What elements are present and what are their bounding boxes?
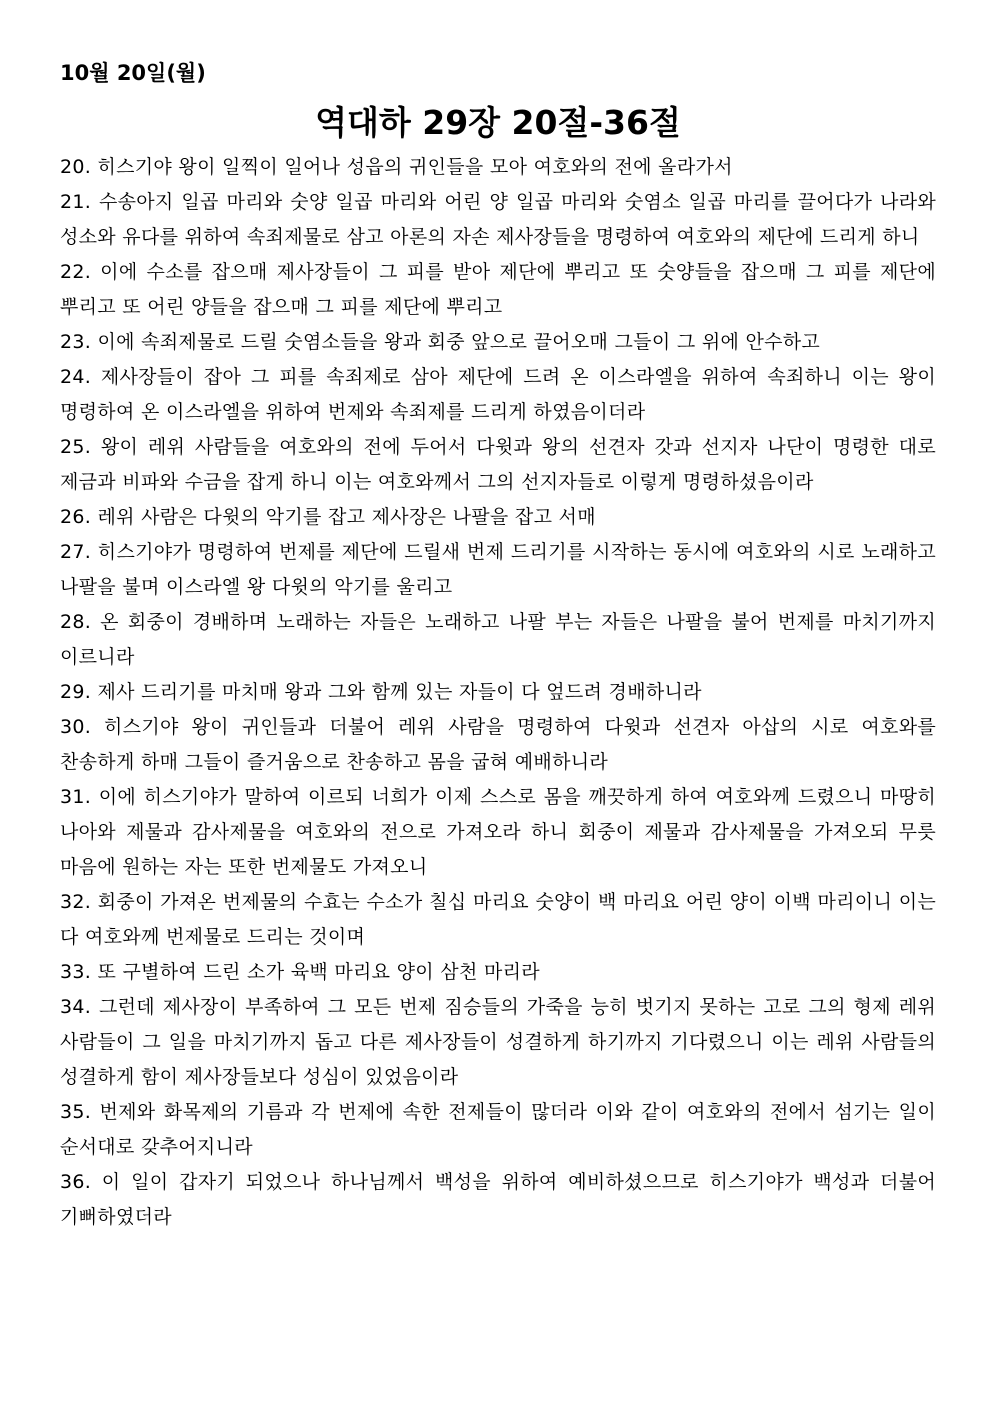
verse-33: 33. 또 구별하여 드린 소가 육백 마리요 양이 삼천 마리라 [60,961,540,983]
verse-list [60,150,936,1235]
verse-27: 27. 히스기야가 명령하여 번제를 제단에 드릴새 번제 드리기를 시작하는 동시에 여호와의 시로 노래하고 나팔을 불며 이스라엘 왕 다윗의 악기를 울리고 [60,541,936,598]
verse-36: 36. 이 일이 갑자기 되었으나 하나님께서 백성을 위하여 예비하셨으므로 히스기야가 백성과 더불어 기뻐하였더라 [60,1171,936,1228]
page-title: 역대하 29장 20절-36절 [315,103,681,142]
document-page [60,58,936,1235]
verse-24: 24. 제사장들이 잡아 그 피를 속죄제로 삼아 제단에 드려 온 이스라엘을 위하여 속죄하니 이는 왕이 명령하여 온 이스라엘을 위하여 번제와 속죄제를 드리게 하였음이더라 [60,366,936,423]
verse-30: 30. 히스기야 왕이 귀인들과 더불어 레위 사람을 명령하여 다윗과 선견자 아삽의 시로 여호와를 찬송하게 하매 그들이 즐거움으로 찬송하고 몸을 굽혀 예배하니라 [60,716,936,773]
verse-34: 34. 그런데 제사장이 부족하여 그 모든 번제 짐승들의 가죽을 능히 벗기지 못하는 고로 그의 형제 레위 사람들이 그 일을 마치기까지 돕고 다른 제사장들이 성결하게 하기까지 기다렸으니 이는 레위 사람들의 성결하게 함이 제사장들보다 성심이 있었음이라 [60,996,936,1088]
verse-29: 29. 제사 드리기를 마치매 왕과 그와 함께 있는 자들이 다 엎드려 경배하니라 [60,681,702,703]
verse-20: 20. 히스기야 왕이 일찍이 일어나 성읍의 귀인들을 모아 여호와의 전에 올라가서 [60,156,733,178]
verse-26: 26. 레위 사람은 다윗의 악기를 잡고 제사장은 나팔을 잡고 서매 [60,506,596,528]
date-heading: 10월 20일(월) [60,61,206,85]
verse-28: 28. 온 회중이 경배하며 노래하는 자들은 노래하고 나팔 부는 자들은 나팔을 불어 번제를 마치기까지 이르니라 [60,611,936,668]
verse-23: 23. 이에 속죄제물로 드릴 숫염소들을 왕과 회중 앞으로 끌어오매 그들이 그 위에 안수하고 [60,331,821,353]
verse-35: 35. 번제와 화목제의 기름과 각 번제에 속한 전제들이 많더라 이와 같이 여호와의 전에서 섬기는 일이 순서대로 갖추어지니라 [60,1101,936,1158]
verse-31: 31. 이에 히스기야가 말하여 이르되 너희가 이제 스스로 몸을 깨끗하게 하여 여호와께 드렸으니 마땅히 나아와 제물과 감사제물을 여호와의 전으로 가져오라 하니 회중이 제물과 감사제물을 가져오되 무릇 마음에 원하는 자는 또한 번제물도 가져오니 [60,786,936,878]
verse-21: 21. 수송아지 일곱 마리와 숫양 일곱 마리와 어린 양 일곱 마리와 숫염소 일곱 마리를 끌어다가 나라와 성소와 유다를 위하여 속죄제물로 삼고 아론의 자손 제사장들을 명령하여 여호와의 제단에 드리게 하니 [60,191,936,248]
verse-22: 22. 이에 수소를 잡으매 제사장들이 그 피를 받아 제단에 뿌리고 또 숫양들을 잡으매 그 피를 제단에 뿌리고 또 어린 양들을 잡으매 그 피를 제단에 뿌리고 [60,261,936,318]
verse-32: 32. 회중이 가져온 번제물의 수효는 수소가 칠십 마리요 숫양이 백 마리요 어린 양이 이백 마리이니 이는 다 여호와께 번제물로 드리는 것이며 [60,891,936,948]
verse-25: 25. 왕이 레위 사람들을 여호와의 전에 두어서 다윗과 왕의 선견자 갓과 선지자 나단이 명령한 대로 제금과 비파와 수금을 잡게 하니 이는 여호와께서 그의 선지자들로 이렇게 명령하셨음이라 [60,436,936,493]
